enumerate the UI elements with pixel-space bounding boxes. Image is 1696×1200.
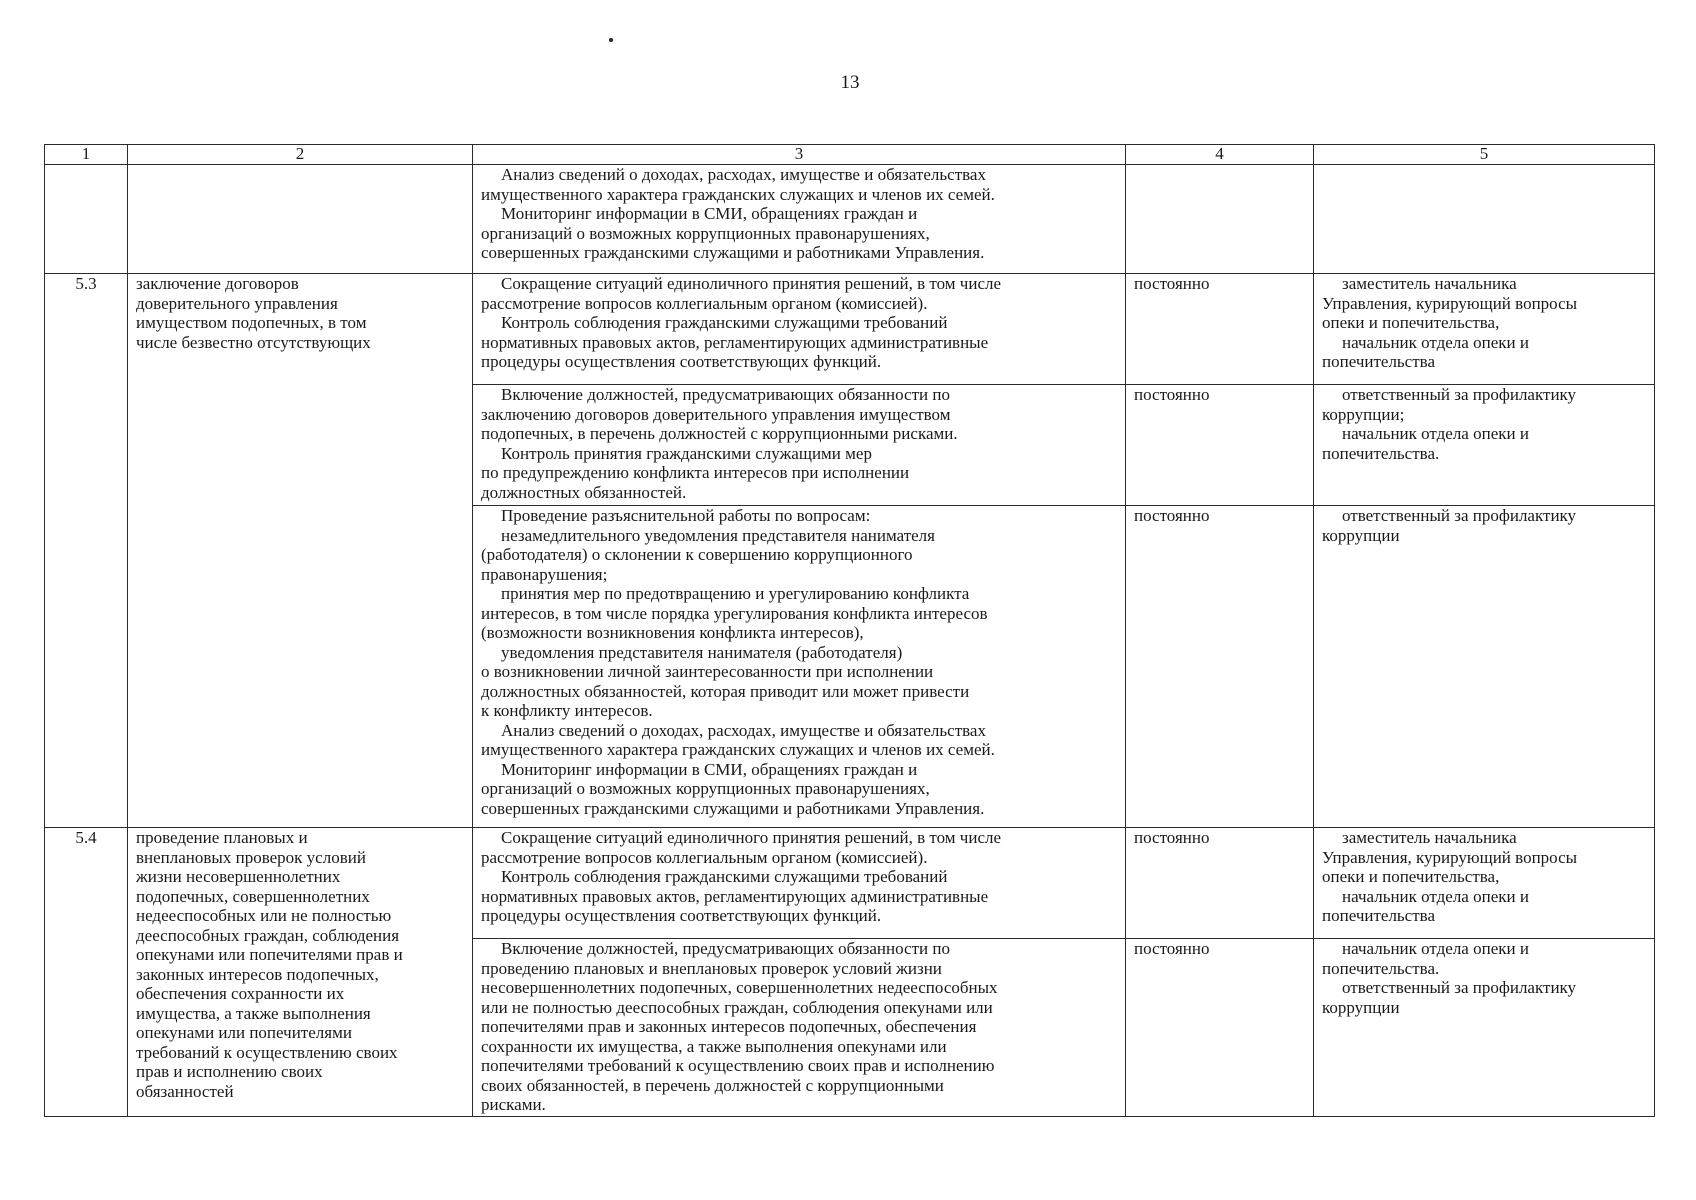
responsible-paragraph: начальник отдела опеки и попечительства. (1322, 424, 1529, 463)
measure-cell (473, 939, 1126, 1117)
term-cell: постоянно (1126, 385, 1314, 506)
term-cell: постоянно (1126, 274, 1314, 385)
scan-speck (609, 38, 613, 42)
anticorruption-plan-table (44, 144, 1655, 1117)
row-topic-5-3: заключение договоров доверительного управления имуществом подопечных, в том числе безвестно отсутствующих (128, 274, 473, 828)
responsible-paragraph: ответственный за профилактику коррупции (1322, 978, 1577, 1017)
page-number: 13 (840, 72, 860, 93)
measure-paragraph: Контроль соблюдения гражданскими служащими требований нормативных правовых актов, регламентирующих административные процедуры осуществления соответствующих функций. (481, 313, 989, 371)
measure-paragraph: принятия мер по предотвращению и урегулированию конфликта интересов, в том числе порядка урегулирования конфликта интересов (возможности возникновения конфликта интересов), (481, 584, 988, 642)
measure-paragraph: Включение должностей, предусматривающих обязанности по заключению договоров доверительного управления имуществом подопечных, в перечень должностей с коррупционными рисками. (481, 385, 958, 443)
continuation-topic-cell (128, 165, 473, 274)
term-cell: постоянно (1126, 939, 1314, 1117)
row-number-5-4: 5.4 (45, 828, 128, 1117)
measure-paragraph: Контроль принятия гражданскими служащими мер по предупреждению конфликта интересов при исполнении должностных обязанностей. (481, 443, 910, 502)
measure-cell (473, 506, 1126, 828)
measure-cell (473, 828, 1126, 939)
measure-paragraph: Мониторинг информации в СМИ, обращениях граждан и организаций о возможных коррупционных правонарушениях, совершенных гражданскими служащими и работниками Управления. (481, 204, 985, 262)
continuation-responsible-cell (1314, 165, 1655, 274)
responsible-cell (1314, 385, 1655, 506)
column-number-header-row (45, 145, 1655, 165)
measure-paragraph: уведомления представителя нанимателя (работодателя) о возникновении личной заинтересованности при исполнении должностных обязанностей, которая приводит или может привести к конфликту интересов. (481, 642, 970, 720)
measure-cell (473, 274, 1126, 385)
responsible-cell (1314, 274, 1655, 385)
responsible-paragraph: ответственный за профилактику коррупции; (1322, 385, 1577, 424)
responsible-cell (1314, 939, 1655, 1117)
responsible-cell (1314, 828, 1655, 939)
responsible-paragraph: начальник отдела опеки и попечительства (1322, 332, 1529, 371)
term-cell: постоянно (1126, 828, 1314, 939)
continuation-measure-cell (473, 165, 1126, 274)
measure-paragraph: Контроль соблюдения гражданскими служащими требований нормативных правовых актов, регламентирующих административные процедуры осуществления соответствующих функций. (481, 867, 989, 925)
table-row (45, 274, 1655, 385)
column-header-2: 2 (128, 145, 473, 165)
term-cell: постоянно (1126, 506, 1314, 828)
measure-paragraph: Проведение разъяснительной работы по вопросам: (501, 506, 871, 525)
continuation-num-cell (45, 165, 128, 274)
measure-paragraph: Мониторинг информации в СМИ, обращениях граждан и организаций о возможных коррупционных правонарушениях, совершенных гражданскими служащими и работниками Управления. (481, 759, 985, 818)
measure-paragraph: Анализ сведений о доходах, расходах, имуществе и обязательствах имущественного характера гражданских служащих и членов их семей. (481, 165, 995, 204)
responsible-cell (1314, 506, 1655, 828)
column-header-4: 4 (1126, 145, 1314, 165)
measure-cell (473, 385, 1126, 506)
responsible-paragraph: начальник отдела опеки и попечительства (1322, 886, 1529, 925)
measure-paragraph: Сокращение ситуаций единоличного принятия решений, в том числе рассмотрение вопросов коллегиальным органом (комиссией). (481, 828, 1002, 867)
column-header-1: 1 (45, 145, 128, 165)
measure-paragraph: Анализ сведений о доходах, расходах, имуществе и обязательствах имущественного характера гражданских служащих и членов их семей. (481, 720, 995, 759)
measure-paragraph: Сокращение ситуаций единоличного принятия решений, в том числе рассмотрение вопросов коллегиальным органом (комиссией). (481, 274, 1002, 313)
row-number-5-3: 5.3 (45, 274, 128, 828)
row-topic-5-4: проведение плановых и внеплановых проверок условий жизни несовершеннолетних подопечных, совершеннолетних недееспособных или не полностью дееспособных граждан, соблюдения опекунами или попечителями прав и законных интересов подопечных, обеспечения сохранности их имущества, а также выполнения опекунами или попечителями требований к осуществлению своих прав и исполнению своих обязанностей (128, 828, 473, 1117)
table-row (45, 828, 1655, 939)
column-header-3: 3 (473, 145, 1126, 165)
column-header-5: 5 (1314, 145, 1655, 165)
measure-paragraph: незамедлительного уведомления представителя нанимателя (работодателя) о склонении к совершению коррупционного правонарушения; (481, 525, 935, 584)
responsible-paragraph: ответственный за профилактику коррупции (1322, 506, 1577, 545)
responsible-paragraph: заместитель начальника Управления, курирующий вопросы опеки и попечительства, (1322, 828, 1578, 886)
responsible-paragraph: начальник отдела опеки и попечительства. (1322, 939, 1529, 978)
continuation-term-cell (1126, 165, 1314, 274)
responsible-paragraph: заместитель начальника Управления, курирующий вопросы опеки и попечительства, (1322, 274, 1578, 332)
continuation-row (45, 165, 1655, 274)
measure-paragraph: Включение должностей, предусматривающих обязанности по проведению плановых и внеплановых проверок условий жизни несовершеннолетних подопечных, совершеннолетних недееспособных или не полностью дееспособных граждан, соблюдения опекунами или попечителями прав и законных интересов подопечных, обеспечения сохранности их имущества, а также выполнения опекунами или попечителями требований к осуществлению своих прав и исполнению своих обязанностей, в перечень должностей с коррупционными рисками. (481, 939, 998, 1114)
